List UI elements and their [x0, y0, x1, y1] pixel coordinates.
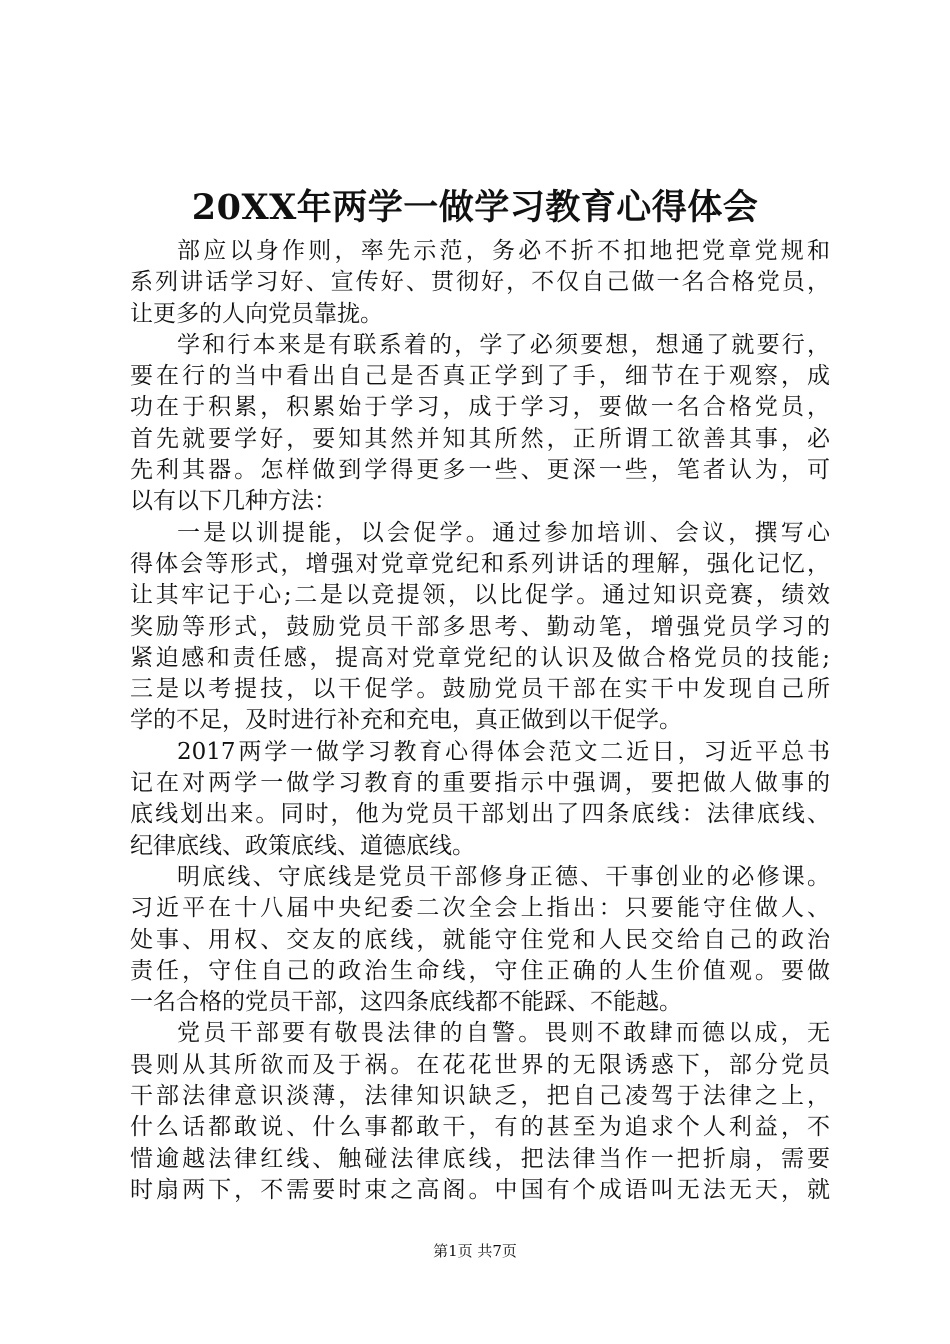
text-line: 底线划出来。同时，他为党员干部划出了四条底线：法律底线、: [130, 801, 830, 828]
text-line: 一是以训提能，以会促学。通过参加培训、会议，撰写心: [177, 519, 830, 546]
text-line: 学的不足，及时进行补充和充电，真正做到以干促学。: [130, 707, 682, 734]
text-line: 明底线、守底线是党员干部修身正德、干事创业的必修课。: [177, 863, 830, 890]
text-line: 干部法律意识淡薄，法律知识缺乏，把自己凌驾于法律之上，: [130, 1083, 830, 1110]
text-line: 时扇两下，不需要时束之高阁。中国有个成语叫无法无天，就: [130, 1176, 830, 1203]
text-line: 什么话都敢说、什么事都敢干，有的甚至为追求个人利益，不: [130, 1114, 830, 1141]
text-line: 紧迫感和责任感，提高对党章党纪的认识及做合格党员的技能;: [130, 644, 830, 671]
text-line: 首先就要学好，要知其然并知其所然，正所谓工欲善其事，必: [130, 425, 830, 452]
text-line: 先利其器。怎样做到学得更多一些、更深一些，笔者认为，可: [130, 457, 830, 484]
text-line: 让更多的人向党员靠拢。: [130, 300, 383, 327]
text-line: 让其牢记于心;二是以竞提领，以比促学。通过知识竞赛，绩效: [130, 582, 830, 609]
text-line: 习近平在十八届中央纪委二次全会上指出：只要能守住做人、: [130, 895, 830, 922]
document-body: [130, 236, 830, 1206]
text-line: 纪律底线、政策底线、道德底线。: [130, 832, 475, 859]
text-line: 部应以身作则，率先示范，务必不折不扣地把党章党规和: [177, 238, 830, 264]
text-line: 系列讲话学习好、宣传好、贯彻好，不仅自己做一名合格党员，: [130, 269, 830, 296]
text-line: 畏则从其所欲而及于祸。在花花世界的无限诱惑下，部分党员: [130, 1051, 830, 1078]
text-line: 责任，守住自己的政治生命线，守住正确的人生价值观。要做: [130, 957, 830, 984]
text-line: 一名合格的党员干部，这四条底线都不能踩、不能越。: [130, 989, 682, 1016]
page-footer: 第1页 共7页: [433, 1242, 517, 1260]
text-line: 处事、用权、交友的底线，就能守住党和人民交给自己的政治: [130, 926, 830, 953]
text-line: 党员干部要有敬畏法律的自警。畏则不敢肆而德以成，无: [177, 1020, 830, 1047]
text-line: 惜逾越法律红线、触碰法律底线，把法律当作一把折扇，需要: [130, 1145, 830, 1172]
text-line: 记在对两学一做学习教育的重要指示中强调，要把做人做事的: [130, 770, 830, 797]
text-line: 奖励等形式，鼓励党员干部多思考、勤动笔，增强党员学习的: [130, 613, 830, 640]
text-line: 2017两学一做学习教育心得体会范文二近日，习近平总书: [177, 738, 830, 765]
text-line: 三是以考提技，以干促学。鼓励党员干部在实干中发现自己所: [130, 676, 830, 703]
document-title: 20XX年两学一做学习教育心得体会: [191, 187, 759, 228]
text-line: 以有以下几种方法：: [130, 488, 337, 515]
text-line: 学和行本来是有联系着的，学了必须要想，想通了就要行，: [177, 331, 830, 358]
text-line: 要在行的当中看出自己是否真正学到了手，细节在于观察，成: [130, 363, 830, 390]
text-line: 得体会等形式，增强对党章党纪和系列讲话的理解，强化记忆，: [130, 550, 830, 577]
text-line: 功在于积累，积累始于学习，成于学习，要做一名合格党员，: [130, 394, 830, 421]
